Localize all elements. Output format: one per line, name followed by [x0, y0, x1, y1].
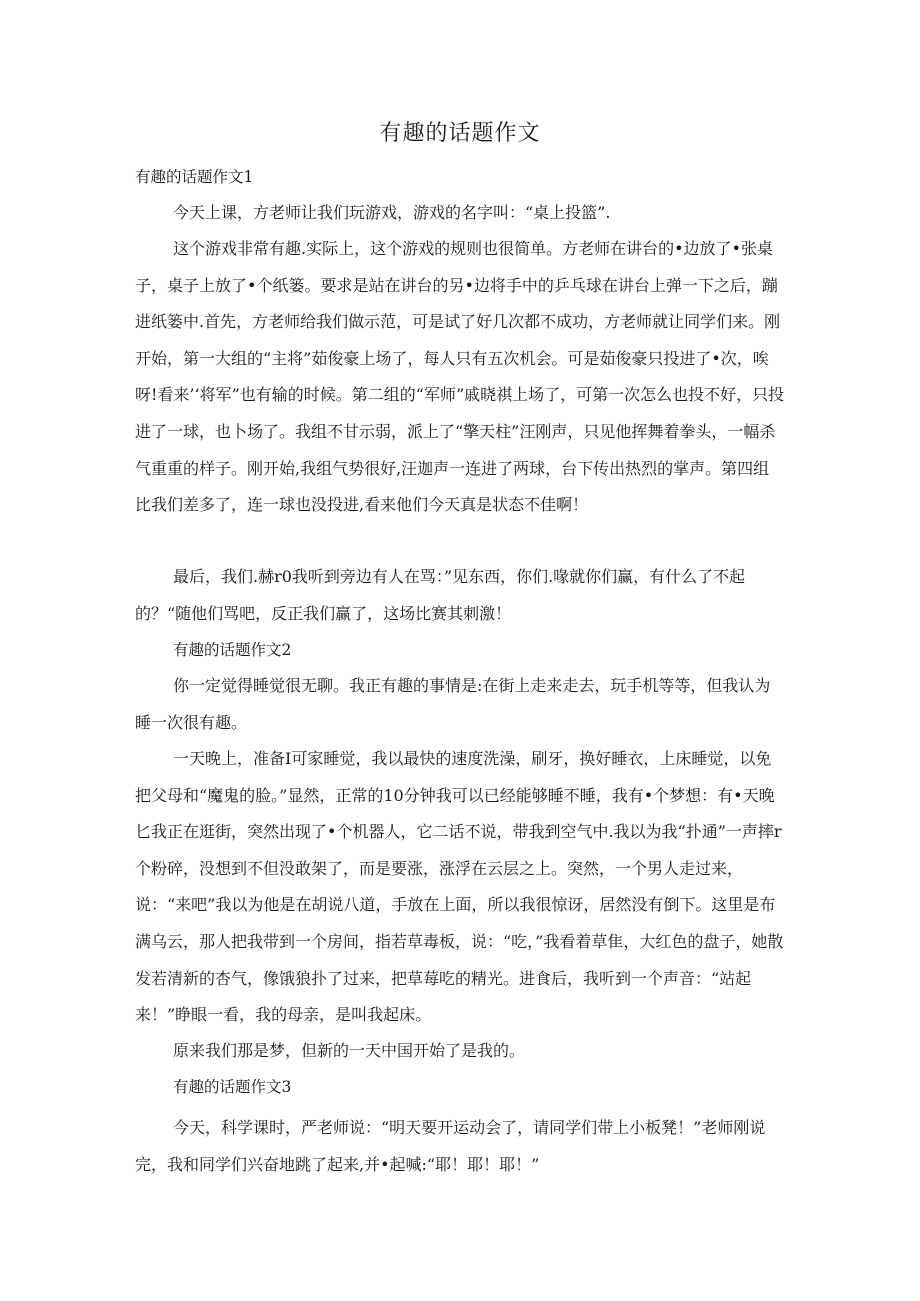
paragraph: 你一定觉得睡觉很无聊。我正有趣的事情是:在街上走来走去，玩手机等等，但我认为睡一次很有趣。	[135, 676, 771, 732]
paragraph: 这个游戏非常有趣.实际上，这个游戏的规则也很简单。方老师在讲台的•边放了•张桌子，桌子上放了•个纸篓。要求是站在讲台的另•边将手中的乒乓球在讲台上弹一下之后，蹦进纸篓中.首先，方老师给我们做示范，可是试了好几次都不成功，方老师就让同学们来。刚开始，第一大组的“主将”茹俊豪上场了，每人只有五次机会。可是茹俊豪只投进了•次，唉呀!看来’‘将军”也有输的时候。第二组的“军师”戚晓祺上场了，可第一次怎么也投不好，只投进了一球，也卜场了。我组不甘示弱，派上了“擎天柱”汪刚声，只见他挥舞着拳头，一幅杀气重重的样子。刚开始,我组气势很好,汪迦声一连进了两球，台下传出热烈的掌声。第四组比我们差多了，连一球也没投进,看来他们今天真是状态不佳啊！	[135, 239, 785, 515]
paragraph: 今天上课，方老师让我们玩游戏，游戏的名字叫：“桌上投篮”.	[173, 203, 611, 222]
paragraph: 最后，我们.赫r0我听到旁边有人在骂：”见东西，你们.喙就你们赢，有什么了不起的？“随他们骂吧，反正我们赢了，这场比赛其刺激！	[135, 567, 746, 623]
paragraph: 原来我们那是梦，但新的一天中国开始了是我的。	[173, 1041, 526, 1060]
document-title: 有趣的话题作文	[379, 121, 541, 146]
section-heading-3: 有趣的话题作文3	[173, 1078, 292, 1096]
section-heading-2: 有趣的话题作文2	[173, 641, 292, 659]
paragraph: 一天晚上，准备I可家睡觉，我以最快的速度洗澡，刷牙，换好睡衣，上床睡觉，以免把父母和“魔鬼的脸。”显然，正常的10分钟我可以已经能够睡不睡，我有•个梦想：有•天晚匕我正在逛街，突然出现了•个机器人，它二话不说，带我到空气中.我以为我“扑通”一声摔r个粉碎，没想到不但没敢架了，而是要涨，涨浮在云层之上。突然，一个男人走过来，说：“来吧”我以为他是在胡说八道，手放在上面，所以我很惊讶，居然没有倒下。这里是布满乌云，那人把我带到一个房间，指若草毒板，说：“吃，”我看着草隹，大红色的盘子，她散发若清新的杏气，像饿狼扑了过来，把草莓吃的精光。进食后，我听到一个声音：“站起来！”睁眼一看，我的母亲，是叫我起床。	[135, 749, 784, 1025]
paragraph: 今天，科学课时，严老师说：“明天要开运动会了，请同学们带上小板凳！”老师刚说完，我和同学们兴奋地跳了起来,并•起喊:“耶！耶！耶！”	[135, 1118, 766, 1174]
section-heading-1: 有趣的话题作文1	[135, 168, 254, 186]
